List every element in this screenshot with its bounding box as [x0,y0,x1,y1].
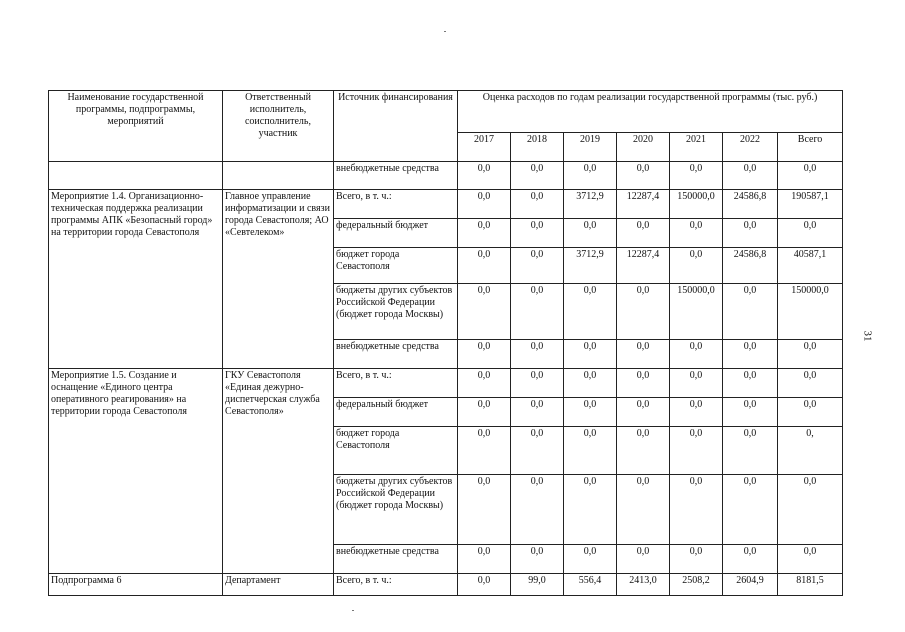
value-cell: 0,0 [458,574,511,596]
subprogram-6-name: Подпрограмма 6 [49,574,223,596]
value-cell: 0,0 [670,475,723,545]
value-cell: 0,0 [670,219,723,248]
year-2021: 2021 [670,133,723,162]
value-cell: 0,0 [670,427,723,475]
value-cell: 0,0 [458,398,511,427]
value-cell: 0,0 [617,545,670,574]
value-cell: 24586,8 [723,190,778,219]
value-cell: 0,0 [723,369,778,398]
source-cell: бюджеты других субъектов Российской Федерации (бюджет города Москвы) [334,284,458,340]
value-cell: 0,0 [778,545,843,574]
value-cell: 0,0 [564,340,617,369]
value-cell: 2413,0 [617,574,670,596]
table-row [49,162,843,190]
source-cell: внебюджетные средства [334,162,458,190]
value-cell: 0,0 [617,398,670,427]
year-2019: 2019 [564,133,617,162]
value-cell: 0,0 [617,284,670,340]
value-cell: 0,0 [511,219,564,248]
header-name: Наименование государственной программы, подпрограммы, мероприятий [49,91,223,162]
value-cell: 8181,5 [778,574,843,596]
value-cell: 24586,8 [723,248,778,284]
value-cell: 0, [778,427,843,475]
scan-speck [352,610,354,611]
year-total: Всего [778,133,843,162]
value-cell: 0,0 [458,475,511,545]
value-cell: 0,0 [564,398,617,427]
header-estimate: Оценка расходов по годам реализации государственной программы (тыс. руб.) [458,91,843,133]
value-cell: 0,0 [564,427,617,475]
value-cell: 0,0 [670,369,723,398]
value-cell: 0,0 [511,162,564,190]
source-cell: внебюджетные средства [334,340,458,369]
value-cell: 0,0 [778,398,843,427]
value-cell: 40587,1 [778,248,843,284]
source-cell: Всего, в т. ч.: [334,369,458,398]
budget-table [48,90,843,596]
value-cell: 0,0 [458,340,511,369]
value-cell: 2508,2 [670,574,723,596]
year-2017: 2017 [458,133,511,162]
value-cell: 0,0 [458,190,511,219]
value-cell: 0,0 [564,369,617,398]
source-cell: внебюджетные средства [334,545,458,574]
value-cell: 150000,0 [778,284,843,340]
page-number: 31 [861,330,874,342]
value-cell: 190587,1 [778,190,843,219]
source-cell: бюджет города Севастополя [334,248,458,284]
table-row [49,369,843,398]
year-2022: 2022 [723,133,778,162]
value-cell: 0,0 [458,369,511,398]
responsible-cell [223,162,334,190]
value-cell: 12287,4 [617,248,670,284]
value-cell: 0,0 [723,427,778,475]
header-responsible: Ответственный исполнитель, соисполнитель, участник [223,91,334,162]
value-cell: 150000,0 [670,190,723,219]
value-cell: 0,0 [617,340,670,369]
value-cell: 0,0 [564,219,617,248]
value-cell: 99,0 [511,574,564,596]
value-cell: 0,0 [511,369,564,398]
value-cell: 556,4 [564,574,617,596]
value-cell: 0,0 [458,545,511,574]
value-cell: 0,0 [723,162,778,190]
value-cell: 0,0 [723,545,778,574]
value-cell: 3712,9 [564,248,617,284]
value-cell: 0,0 [564,475,617,545]
year-2020: 2020 [617,133,670,162]
value-cell: 0,0 [670,545,723,574]
value-cell: 3712,9 [564,190,617,219]
value-cell: 12287,4 [617,190,670,219]
value-cell: 0,0 [670,162,723,190]
subprogram-6-responsible: Департамент [223,574,334,596]
value-cell: 0,0 [564,162,617,190]
value-cell: 0,0 [778,219,843,248]
value-cell: 0,0 [670,340,723,369]
value-cell: 0,0 [617,369,670,398]
value-cell: 0,0 [617,475,670,545]
scan-speck [444,31,446,32]
value-cell: 0,0 [511,475,564,545]
value-cell: 0,0 [511,340,564,369]
value-cell: 0,0 [778,475,843,545]
measure-1-4-name: Мероприятие 1.4. Организационно-техническая поддержка реализации программы АПК «Безопасный город» на территории города Севастополя [49,190,223,369]
value-cell: 0,0 [458,284,511,340]
measure-1-4-responsible: Главное управление информатизации и связи города Севастополя; АО «Севтелеком» [223,190,334,369]
value-cell: 0,0 [458,219,511,248]
value-cell: 0,0 [778,340,843,369]
value-cell: 0,0 [723,284,778,340]
value-cell: 0,0 [458,248,511,284]
value-cell: 2604,9 [723,574,778,596]
name-cell [49,162,223,190]
value-cell: 0,0 [723,475,778,545]
source-cell: Всего, в т. ч.: [334,190,458,219]
value-cell: 0,0 [670,398,723,427]
value-cell: 0,0 [723,340,778,369]
value-cell: 0,0 [617,162,670,190]
value-cell: 0,0 [670,248,723,284]
value-cell: 0,0 [458,427,511,475]
value-cell: 0,0 [511,284,564,340]
value-cell: 0,0 [778,369,843,398]
measure-1-5-name: Мероприятие 1.5. Создание и оснащение «Единого центра оперативного реагирования» на территории города Севастополя [49,369,223,574]
value-cell: 0,0 [723,219,778,248]
value-cell: 0,0 [564,284,617,340]
table-row [49,574,843,596]
source-cell: федеральный бюджет [334,219,458,248]
value-cell: 0,0 [617,427,670,475]
value-cell: 0,0 [723,398,778,427]
value-cell: 0,0 [564,545,617,574]
value-cell: 0,0 [511,398,564,427]
source-cell: бюджеты других субъектов Российской Федерации (бюджет города Москвы) [334,475,458,545]
value-cell: 0,0 [458,162,511,190]
source-cell: бюджет города Севастополя [334,427,458,475]
value-cell: 150000,0 [670,284,723,340]
value-cell: 0,0 [511,190,564,219]
source-cell: Всего, в т. ч.: [334,574,458,596]
value-cell: 0,0 [511,545,564,574]
value-cell: 0,0 [778,162,843,190]
value-cell: 0,0 [511,427,564,475]
header-source: Источник финансирования [334,91,458,162]
header-row [49,91,843,133]
value-cell: 0,0 [511,248,564,284]
table-row [49,190,843,219]
measure-1-5-responsible: ГКУ Севастополя «Единая дежурно-диспетчерская служба Севастополя» [223,369,334,574]
year-2018: 2018 [511,133,564,162]
value-cell: 0,0 [617,219,670,248]
source-cell: федеральный бюджет [334,398,458,427]
